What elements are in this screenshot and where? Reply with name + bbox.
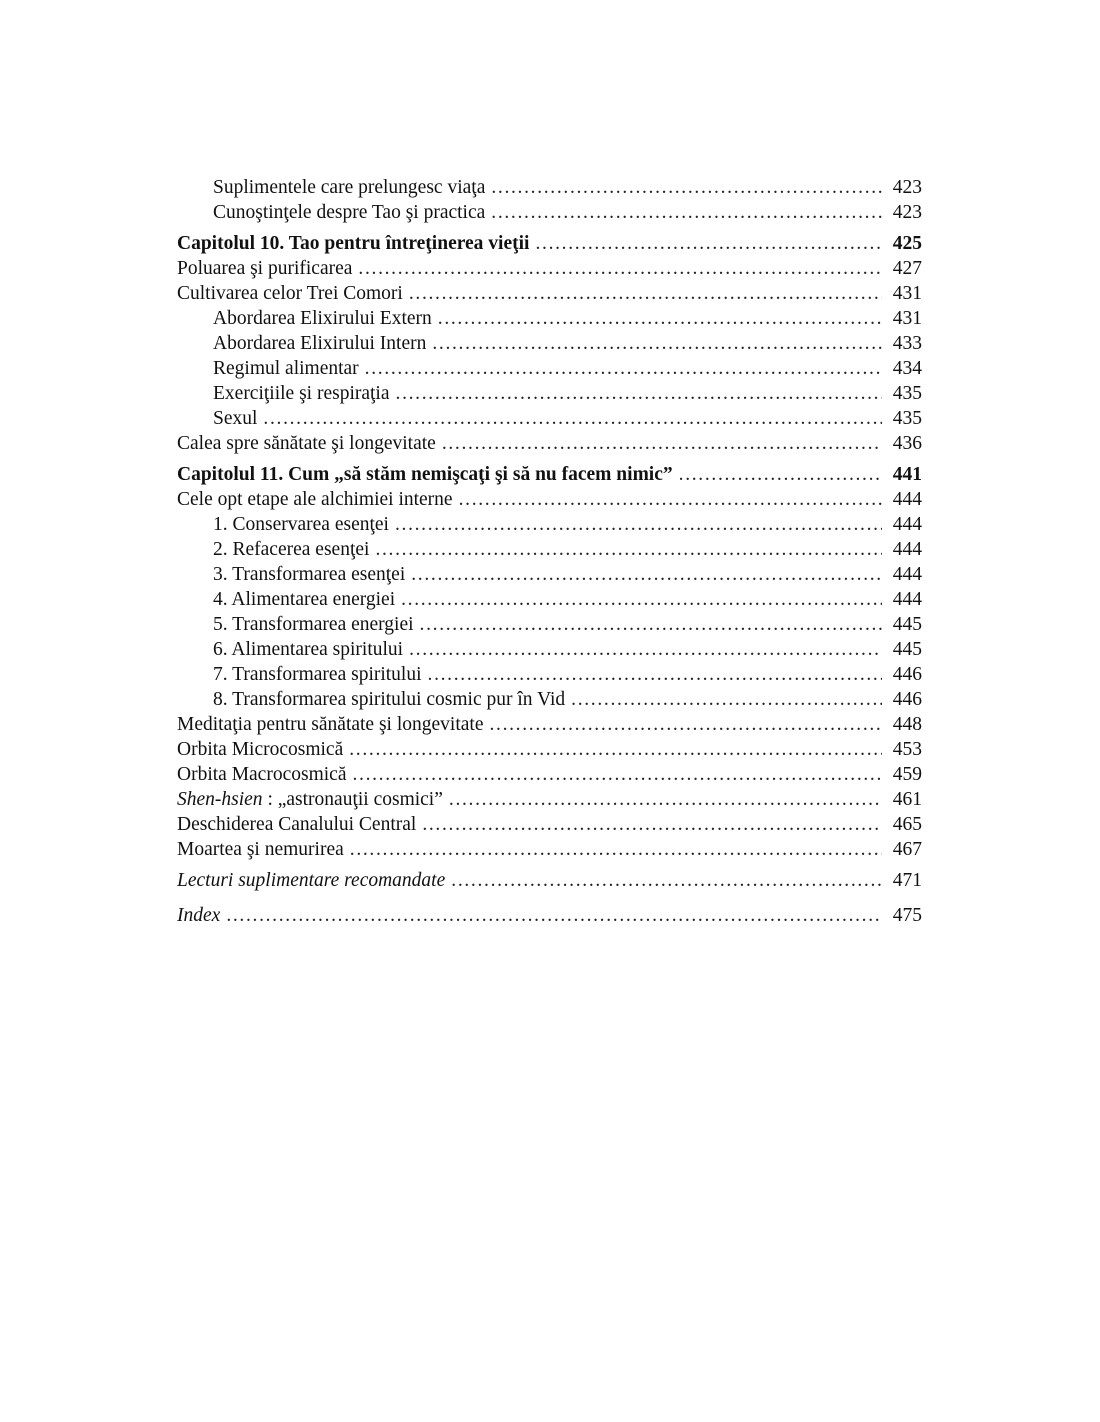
- toc-entry: [177, 712, 922, 737]
- dot-leader: [395, 512, 882, 537]
- toc-entry-page: 444: [892, 589, 922, 610]
- toc-entry-page: 459: [892, 764, 922, 785]
- toc-chapter-entry: [177, 462, 922, 487]
- table-of-contents: [177, 175, 922, 928]
- toc-chapter-entry: [177, 231, 922, 256]
- toc-entry: [177, 903, 922, 928]
- dot-leader: [411, 562, 882, 587]
- toc-entry-title: Moartea şi nemurirea: [177, 839, 344, 860]
- dot-leader: [263, 406, 882, 431]
- toc-entry-page: 433: [892, 333, 922, 354]
- dot-leader: [349, 737, 882, 762]
- toc-entry: [177, 662, 922, 687]
- toc-entry-page: 446: [892, 689, 922, 710]
- toc-entry-title: Capitolul 10. Tao pentru întreţinerea vieţii: [177, 233, 530, 254]
- dot-leader: [409, 281, 882, 306]
- toc-entry: [177, 406, 922, 431]
- dot-leader: [491, 175, 882, 200]
- toc-entry: [177, 868, 922, 893]
- dot-leader: [449, 787, 882, 812]
- toc-entry: [177, 812, 922, 837]
- toc-entry-title: Calea spre sănătate şi longevitate: [177, 433, 436, 454]
- dot-leader: [396, 381, 882, 406]
- dot-leader: [401, 587, 882, 612]
- dot-leader: [442, 431, 882, 456]
- toc-entry: [177, 687, 922, 712]
- toc-entry-page: 445: [892, 639, 922, 660]
- toc-entry-title: 1. Conservarea esenţei: [213, 514, 389, 535]
- toc-entry-title: 3. Transformarea esenţei: [213, 564, 406, 585]
- toc-entry-title: 6. Alimentarea spiritului: [213, 639, 404, 660]
- toc-entry-page: 435: [892, 383, 922, 404]
- dot-leader: [409, 637, 882, 662]
- toc-entry-page: 471: [892, 870, 922, 891]
- dot-leader: [226, 903, 882, 928]
- dot-leader: [352, 762, 882, 787]
- toc-entry: [177, 512, 922, 537]
- toc-entry-page: 423: [892, 177, 922, 198]
- toc-entry-title: Abordarea Elixirului Extern: [213, 308, 432, 329]
- toc-entry-page: 453: [892, 739, 922, 760]
- toc-entry-title: Capitolul 11. Cum „să stăm nemişcaţi şi să nu facem nimic”: [177, 464, 673, 485]
- toc-entry-title-italic: Shen-hsien: [177, 789, 263, 810]
- toc-entry-title: Regimul alimentar: [213, 358, 359, 379]
- toc-entry-page: 436: [892, 433, 922, 454]
- dot-leader: [350, 837, 882, 862]
- toc-entry-page: 444: [892, 564, 922, 585]
- toc-entry-page: 446: [892, 664, 922, 685]
- toc-entry: [177, 200, 922, 225]
- toc-entry-title: Deschiderea Canalului Central: [177, 814, 417, 835]
- toc-entry: [177, 175, 922, 200]
- toc-entry: [177, 487, 922, 512]
- toc-entry-title: Suplimentele care prelungesc viaţa: [213, 177, 486, 198]
- toc-entry-page: 431: [892, 308, 922, 329]
- toc-entry-title: Sexul: [213, 408, 258, 429]
- toc-entry-title: Abordarea Elixirului Intern: [213, 333, 427, 354]
- toc-entry-title: 2. Refacerea esenţei: [213, 539, 370, 560]
- dot-leader: [535, 231, 882, 256]
- toc-entry-page: 427: [892, 258, 922, 279]
- dot-leader: [489, 712, 882, 737]
- toc-entry-page: 444: [892, 514, 922, 535]
- toc-entry-page: 444: [892, 489, 922, 510]
- toc-entry-page: 441: [892, 464, 922, 485]
- dot-leader: [571, 687, 882, 712]
- toc-entry-title: Meditaţia pentru sănătate şi longevitate: [177, 714, 484, 735]
- dot-leader: [459, 487, 882, 512]
- toc-entry-page: 448: [892, 714, 922, 735]
- dot-leader: [422, 812, 882, 837]
- toc-entry-title-rest: : „astronauţii cosmici”: [262, 789, 443, 810]
- dot-leader: [438, 306, 882, 331]
- toc-entry: [177, 356, 922, 381]
- toc-entry-page: 445: [892, 614, 922, 635]
- toc-entry-page: 425: [892, 233, 922, 254]
- toc-entry-title: 5. Transformarea energiei: [213, 614, 414, 635]
- dot-leader: [432, 331, 882, 356]
- toc-entry-title: Cunoştinţele despre Tao şi practica: [213, 202, 486, 223]
- toc-entry-title: Poluarea şi purificarea: [177, 258, 353, 279]
- toc-entry-title: [177, 787, 443, 812]
- toc-entry: [177, 612, 922, 637]
- toc-entry-page: 435: [892, 408, 922, 429]
- toc-entry-title: Orbita Microcosmică: [177, 739, 344, 760]
- toc-entry-page: 444: [892, 539, 922, 560]
- toc-entry: [177, 256, 922, 281]
- toc-entry-title: Cele opt etape ale alchimiei interne: [177, 489, 453, 510]
- toc-entry: [177, 562, 922, 587]
- toc-entry-title-italic: Lecturi suplimentare recomandate: [177, 870, 446, 891]
- toc-entry-page: 465: [892, 814, 922, 835]
- toc-entry: [177, 787, 922, 812]
- dot-leader: [375, 537, 882, 562]
- toc-entry-title: [177, 868, 445, 893]
- toc-entry: [177, 281, 922, 306]
- toc-entry-title: 4. Alimentarea energiei: [213, 589, 396, 610]
- toc-entry: [177, 762, 922, 787]
- toc-entry-title-italic: Index: [177, 905, 221, 926]
- toc-entry-page: 461: [892, 789, 922, 810]
- dot-leader: [358, 256, 882, 281]
- toc-entry: [177, 737, 922, 762]
- dot-leader: [428, 662, 882, 687]
- toc-entry: [177, 431, 922, 456]
- toc-entry: [177, 381, 922, 406]
- toc-entry: [177, 637, 922, 662]
- toc-entry-page: 467: [892, 839, 922, 860]
- dot-leader: [365, 356, 882, 381]
- toc-entry-page: 475: [892, 905, 922, 926]
- toc-entry-title: 8. Transformarea spiritului cosmic pur în Vid: [213, 689, 566, 710]
- toc-entry: [177, 837, 922, 862]
- toc-entry-title: Cultivarea celor Trei Comori: [177, 283, 403, 304]
- toc-entry-page: 431: [892, 283, 922, 304]
- toc-entry: [177, 587, 922, 612]
- toc-entry-title: 7. Transformarea spiritului: [213, 664, 422, 685]
- dot-leader: [679, 462, 882, 487]
- toc-entry: [177, 331, 922, 356]
- toc-entry-title: Orbita Macrocosmică: [177, 764, 347, 785]
- toc-entry-page: 423: [892, 202, 922, 223]
- toc-entry-title: [177, 903, 220, 928]
- dot-leader: [451, 868, 882, 893]
- toc-entry: [177, 537, 922, 562]
- dot-leader: [491, 200, 882, 225]
- toc-entry-title: Exerciţiile şi respiraţia: [213, 383, 390, 404]
- toc-entry-page: 434: [892, 358, 922, 379]
- toc-entry: [177, 306, 922, 331]
- dot-leader: [420, 612, 882, 637]
